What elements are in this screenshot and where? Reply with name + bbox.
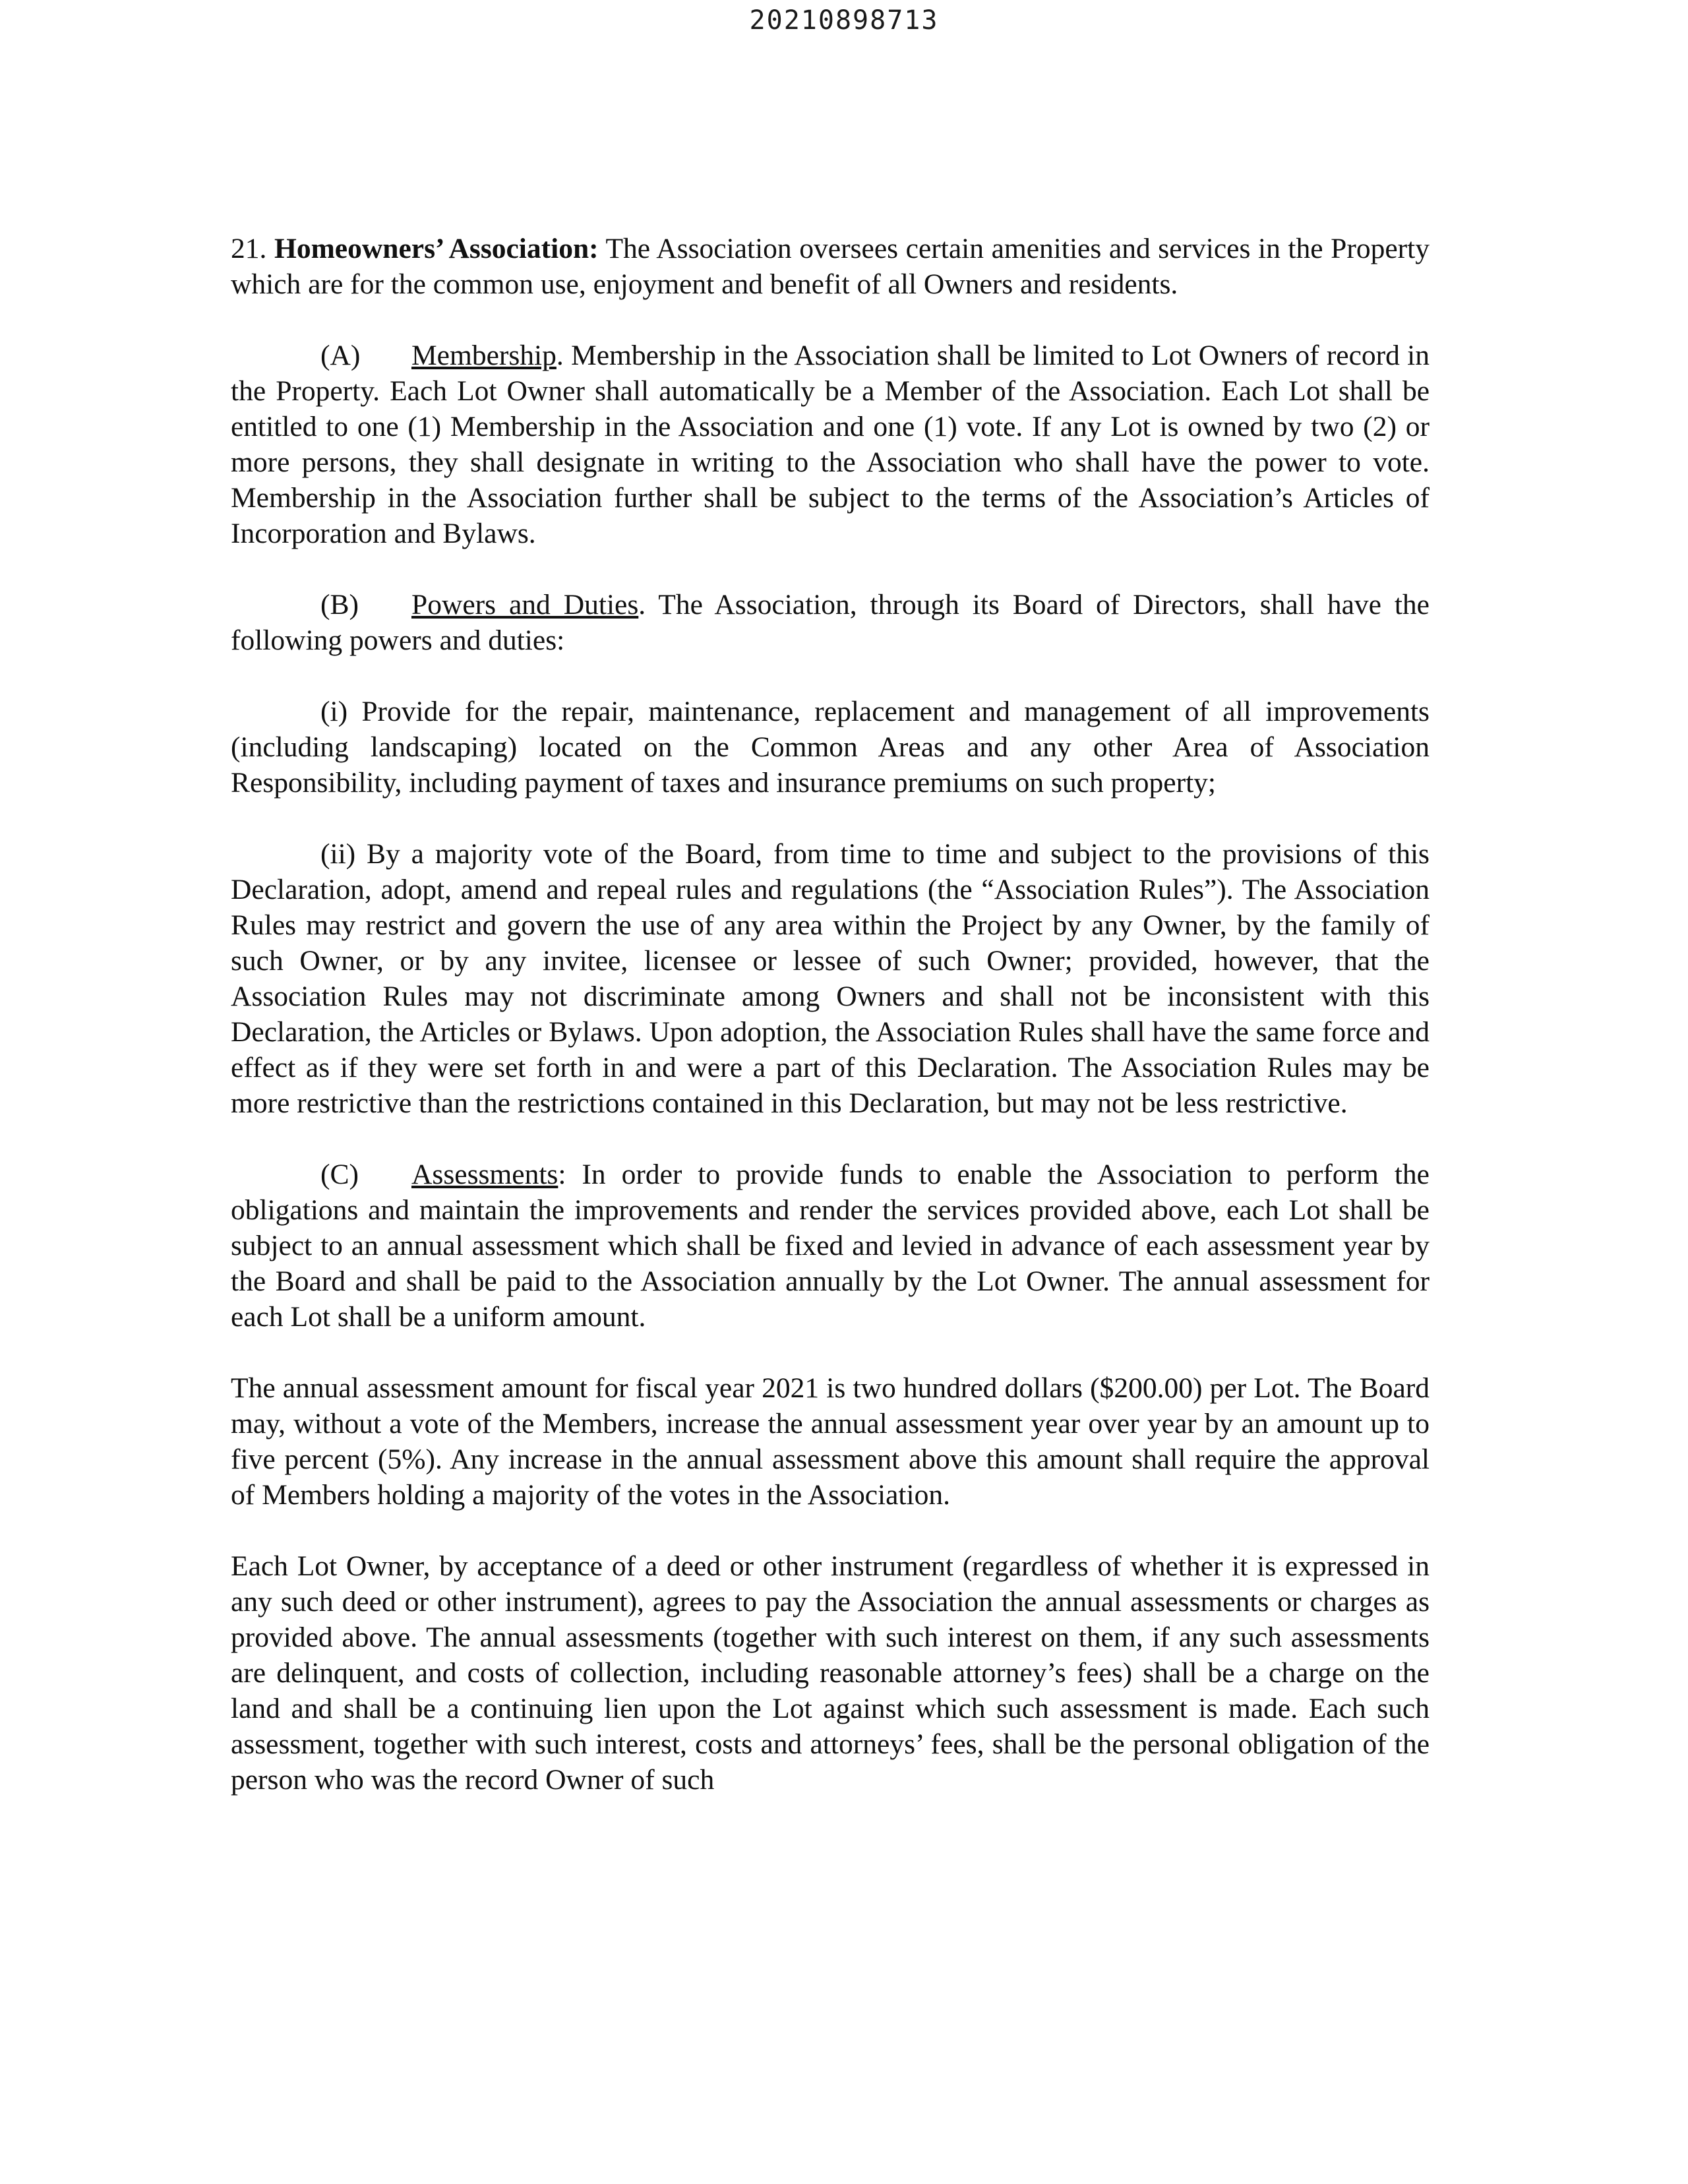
paragraph-b-powers — [231, 587, 1430, 658]
paragraph-text: Each Lot Owner, by acceptance of a deed or other instrument (regardless of whether it is expressed in any such deed or other instrument), agrees to pay the Association the annual assessments or charges as provided above. The annual assessments (together with such interest on them, if any such assessments are delinquent, and costs of collection, including reasonable attorney’s fees) shall be a charge on the land and shall be a continuing lien upon the Lot against which such assessment is made. Each such assessment, together with such interest, costs and attorneys’ fees, shall be the personal obligation of the person who was the record Owner of such — [231, 1550, 1430, 1796]
document-number: 20210898713 — [749, 5, 939, 36]
paragraph-text: (ii) By a majority vote of the Board, from time to time and subject to the provisions of this Declaration, adopt, amend and repeal rules and regulations (the “Association Rules”). The Association Rules may restrict and govern the use of any area within the Project by any Owner, by the family of such Owner, or by any invitee, licensee or lessee of such Owner; provided, however, that the Association Rules may not discriminate among Owners and shall not be inconsistent with this Declaration, the Articles or Bylaws. Upon adoption, the Association Rules shall have the same force and effect as if they were set forth in and were a part of this Declaration. The Association Rules may be more restrictive than the restrictions contained in this Declaration, but may not be less restrictive. — [231, 838, 1430, 1119]
paragraph-b-i-repair — [231, 694, 1430, 801]
section-title: Homeowners’ Association: — [274, 233, 599, 264]
paragraph-heading: Membership — [411, 340, 557, 371]
paragraph-text: : In order to provide funds to enable the Association to perform the obligations and maintain the improvements and render the services provided above, each Lot shall be subject to an annual assessment which shall be fixed and levied in advance of each assessment year by the Board and shall be paid to the Association annually by the Lot Owner. The annual assessment for each Lot shall be a uniform amount. — [231, 1159, 1430, 1333]
paragraph-label: (A) — [320, 340, 361, 371]
paragraph-label: (B) — [320, 589, 359, 621]
paragraph-assessment-amount — [231, 1370, 1430, 1513]
paragraph-a-membership — [231, 338, 1430, 551]
section-number: 21. — [231, 233, 267, 264]
paragraph-text: . Membership in the Association shall be limited to Lot Owners of record in the Property. Each Lot Owner shall automatically be a Member of the Association. Each Lot shall be entitled to one (1) Membership in the Association and one (1) vote. If any Lot is owned by two (2) or more persons, they shall designate in writing to the Association who shall have the power to vote. Membership in the Association further shall be subject to the terms of the Association’s Articles of Incorporation and Bylaws. — [231, 340, 1430, 549]
paragraph-text: . The Association, through its Board of Directors, shall have the following powers and duties: — [231, 589, 1430, 656]
paragraph-heading: Assessments — [411, 1159, 558, 1190]
paragraph-label: (C) — [320, 1159, 359, 1190]
paragraph-text: (i) Provide for the repair, maintenance, replacement and management of all improvements (including landscaping) located on the Common Areas and any other Area of Association Responsibility, including payment of taxes and insurance premiums on such property; — [231, 696, 1430, 799]
section-21-paragraph — [231, 231, 1430, 302]
paragraph-text: The annual assessment amount for fiscal year 2021 is two hundred dollars ($200.00) per Lot. The Board may, without a vote of the Members, increase the annual assessment year over year by an amount up to five percent (5%). Any increase in the annual assessment above this amount shall require the approval of Members holding a majority of the votes in the Association. — [231, 1372, 1430, 1511]
paragraph-lien — [231, 1548, 1430, 1798]
paragraph-b-ii-rules — [231, 836, 1430, 1121]
paragraph-c-assessments — [231, 1157, 1430, 1335]
section-intro-text: The Association oversees certain amenities and services in the Property which are for the common use, enjoyment and benefit of all Owners and residents. — [231, 233, 1430, 300]
paragraph-heading: Powers and Duties — [411, 589, 639, 621]
document-body — [231, 231, 1430, 1798]
